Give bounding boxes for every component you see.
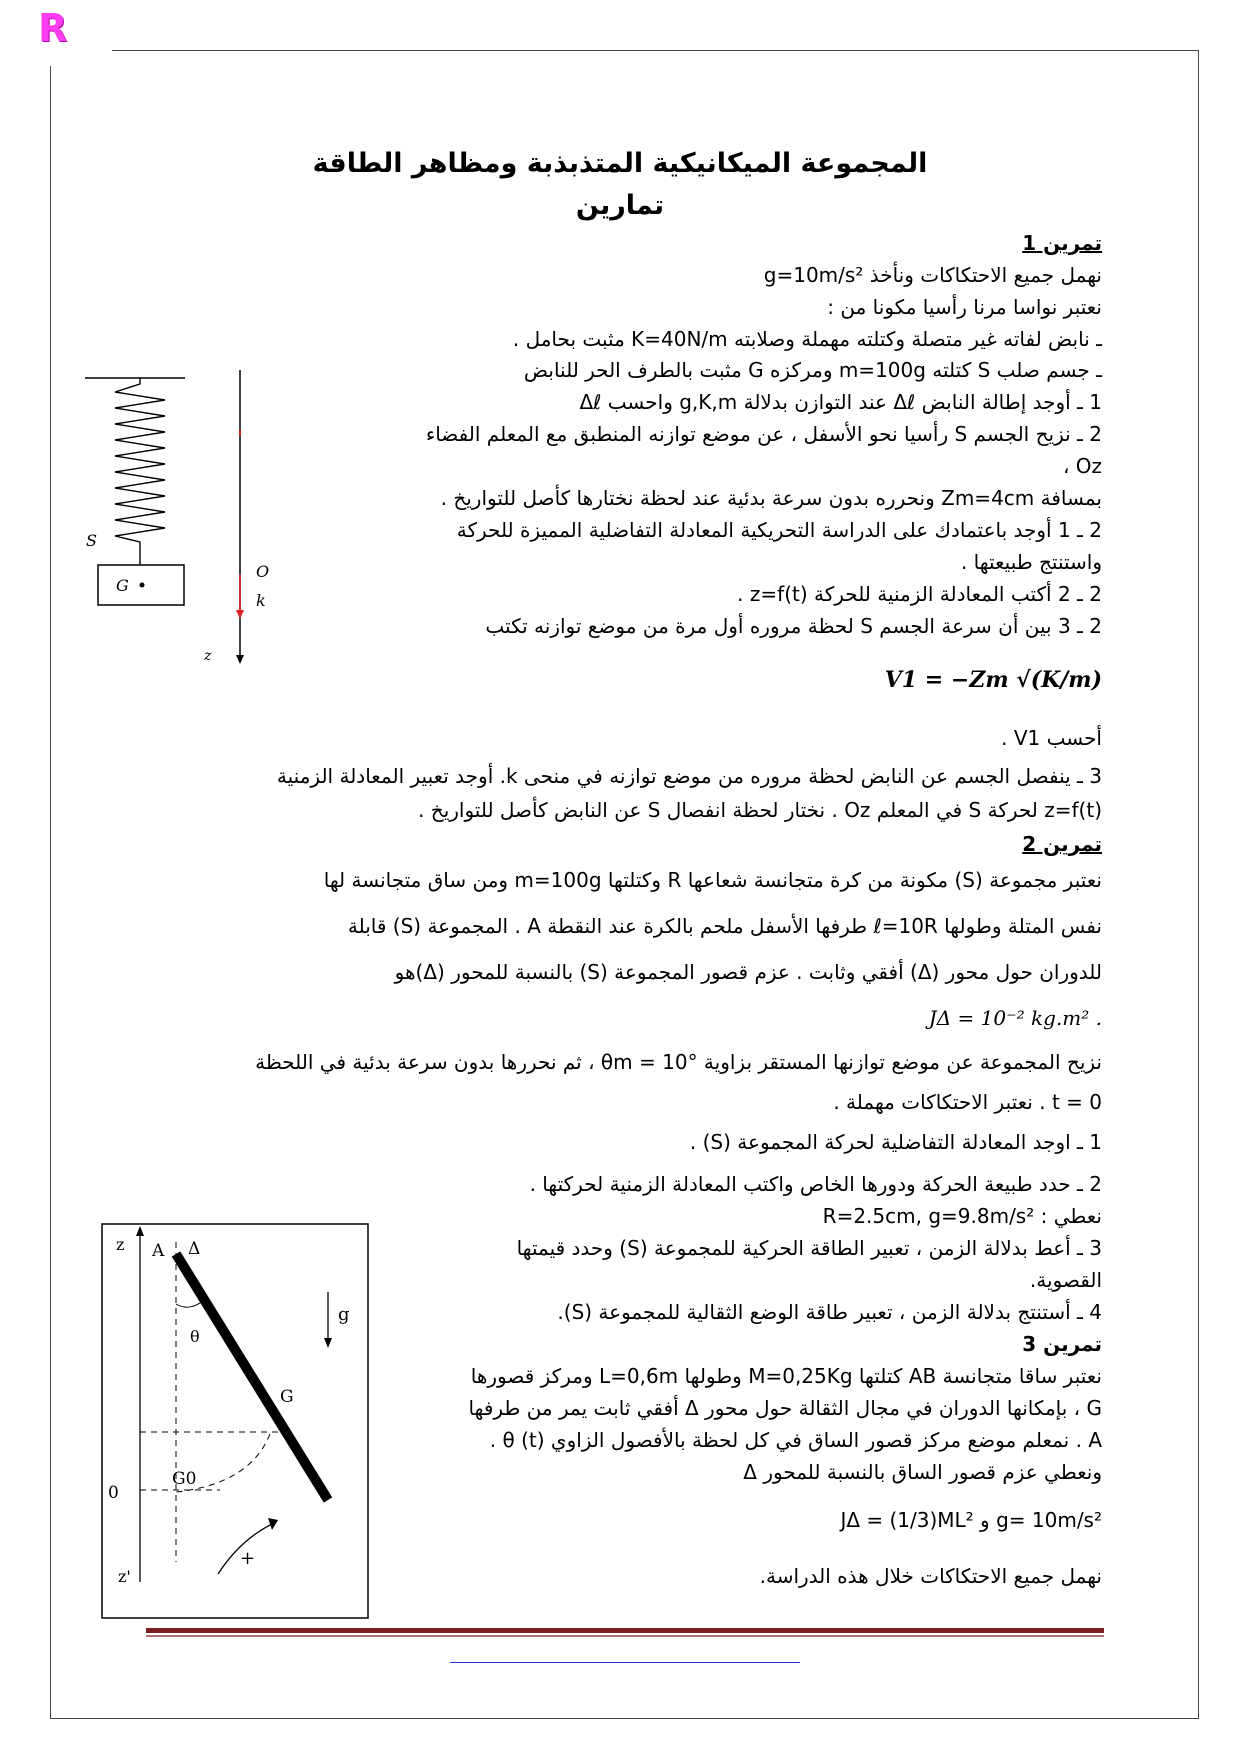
ex2-line-5: نزيح المجموعة عن موضع توازنها المستقر بزاوية θm = 10° ، ثم نحررها بدون سرعة بدئية في اللحظة [255, 1050, 1102, 1074]
z-axis-arrow [236, 655, 244, 664]
ex1-heading: تمرين 1 [1022, 231, 1102, 255]
page-subtitle: تمارين [575, 190, 665, 221]
ex2-line-10: 3 ـ أعط بدلالة الزمن ، تعبير الطاقة الحركية للمجموعة (S) وحدد قيمتها [516, 1236, 1102, 1260]
ex3-heading: تمرين 3 [1022, 1332, 1102, 1356]
ex2-line-9: نعطي : R=2.5cm, g=9.8m/s² [822, 1204, 1102, 1228]
label-z: z [116, 1235, 125, 1254]
footer-bar-thin [146, 1635, 1104, 1637]
label-s: S [86, 531, 97, 550]
ex2-line-8: 2 ـ حدد طبيعة الحركة ودورها الخاص واكتب المعادلة الزمنية لحركتها . [529, 1172, 1102, 1196]
frame-left-border [50, 66, 51, 1718]
logo: R [38, 6, 68, 50]
ex2-heading: تمرين 2 [1022, 832, 1102, 856]
label-a: A [152, 1241, 165, 1261]
label-z-prime: z' [118, 1567, 131, 1586]
footer-link-line [450, 1662, 800, 1663]
mass-label-g: G [116, 576, 129, 595]
label-delta: Δ [188, 1239, 201, 1259]
ex2-line-6: t = 0 . نعتبر الاحتكاكات مهملة . [833, 1090, 1102, 1114]
ex1-line-3: ـ نابض لفاته غير متصلة وكتلته مهملة وصلابته K=40N/m مثبت بحامل . [512, 327, 1102, 351]
center-of-mass-dot [140, 583, 145, 588]
ex2-line-2: نفس المتلة وطولها ℓ=10R طرفها الأسفل ملحم بالكرة عند النقطة A . المجموعة (S) قابلة [347, 914, 1102, 938]
ex1-line-11: 2 ـ 2 أكتب المعادلة الزمنية للحركة z=f(t) . [737, 582, 1102, 606]
label-theta: θ [190, 1327, 200, 1346]
ex1-line-5: 1 ـ أوجد إطالة النابض Δℓ عند التوازن بدلالة g,K,m واحسب Δℓ [579, 390, 1102, 414]
ex2-line-1: نعتبر مجموعة (S) مكونة من كرة متجانسة شعاعها R وكتلتها m=100g ومن ساق متجانسة لها [323, 868, 1102, 892]
ex1-line-9: 2 ـ 1 أوجد باعتمادك على الدراسة التحريكية المعادلة التفاضلية المميزة للحركة [456, 518, 1102, 542]
ex2-line-3: للدوران حول محور (Δ) أفقي وثابت . عزم قصور المجموعة (S) بالنسبة للمحور (Δ)هو [394, 960, 1102, 984]
label-o: O [256, 562, 270, 581]
ex3-line-6: نهمل جميع الاحتكاكات خلال هذه الدراسة. [759, 1564, 1102, 1588]
ex2-line-7: 1 ـ اوجد المعادلة التفاضلية لحركة المجموعة (S) . [689, 1130, 1102, 1154]
label-plus: + [240, 1548, 256, 1569]
frame-top-border [112, 50, 1199, 51]
spring-pendulum-figure [80, 370, 300, 670]
page-title: المجموعة الميكانيكية المتذبذبة ومظاهر الطاقة [312, 148, 928, 179]
frame-right-border [1198, 50, 1199, 1718]
ex2-line-12: 4 ـ أستنتج بدلالة الزمن ، تعبير طاقة الوضع الثقالية للمجموعة (S). [557, 1300, 1102, 1324]
spring-coil [115, 378, 165, 565]
unit-vector-arrow [236, 610, 244, 619]
ex3-line-5: g= 10m/s² و JΔ = (1/3)ML² [840, 1508, 1102, 1532]
ex1-line-10: واستنتج طبيعتها . [960, 550, 1102, 574]
ex1-line-1: نهمل جميع الاحتكاكات ونأخذ g=10m/s² [763, 263, 1102, 287]
ex3-line-4: ونعطي عزم قصور الساق بالنسبة للمحور Δ [743, 1460, 1102, 1484]
ex1-line-12: 2 ـ 3 بين أن سرعة الجسم S لحظة مروره أول مرة من موضع توازنه تكتب [485, 614, 1102, 638]
figure-frame [102, 1224, 368, 1618]
label-k: k [256, 591, 266, 610]
ex3-line-3: A . نمعلم موضع مركز قصور الساق في كل لحظة بالأفصول الزاوي θ (t) . [489, 1428, 1102, 1452]
label-g: G [280, 1387, 294, 1407]
frame-bottom-border [50, 1718, 1199, 1719]
ex1-line-6: 2 ـ نزيح الجسم S رأسيا نحو الأسفل ، عن موضع توازنه المنطبق مع المعلم الفضاء [425, 422, 1102, 446]
label-z: z [204, 648, 212, 664]
rod-pendulum-figure [100, 1222, 370, 1620]
label-g-vector: g [338, 1304, 350, 1325]
label-g0: G0 [172, 1469, 197, 1489]
ex3-line-1: نعتبر ساقا متجانسة AB كتلتها M=0,25Kg وطولها L=0,6m ومركز قصورها [470, 1364, 1102, 1388]
ex1-formula-v1: V1 = −Zm √(K/m) [884, 667, 1102, 693]
ex1-line-15: z=f(t) لحركة S في المعلم Oz . نختار لحظة انفصال S عن النابض كأصل للتواريخ . [418, 798, 1102, 822]
ex1-line-8: بمسافة Zm=4cm ونحرره بدون سرعة بدئية عند لحظة نختارها كأصل للتواريخ . [440, 486, 1102, 510]
ex3-line-2: G ، بإمكانها الدوران في مجال الثقالة حول محور Δ أفقي ثابت يمر من طرفها [468, 1396, 1102, 1420]
ex1-line-14: 3 ـ ينفصل الجسم عن النابض لحظة مروره من موضع توازنه في منحى k. أوجد تعبير المعادلة الزمنية [276, 764, 1102, 788]
ex2-line-11: القصوية. [1029, 1268, 1102, 1292]
footer-bar [146, 1628, 1104, 1633]
ex2-line-4: . JΔ = 10⁻² kg.m² [928, 1006, 1102, 1030]
ex1-line-7: Oz ، [1062, 454, 1102, 478]
ex1-line-2: نعتبر نواسا مرنا رأسيا مكونا من : [827, 295, 1102, 319]
ex1-line-13: أحسب V1 . [1001, 726, 1102, 750]
label-origin: 0 [108, 1483, 119, 1503]
ex1-line-4: ـ جسم صلب S كتلته m=100g ومركزه G مثبت بالطرف الحر للنابض [523, 358, 1102, 382]
